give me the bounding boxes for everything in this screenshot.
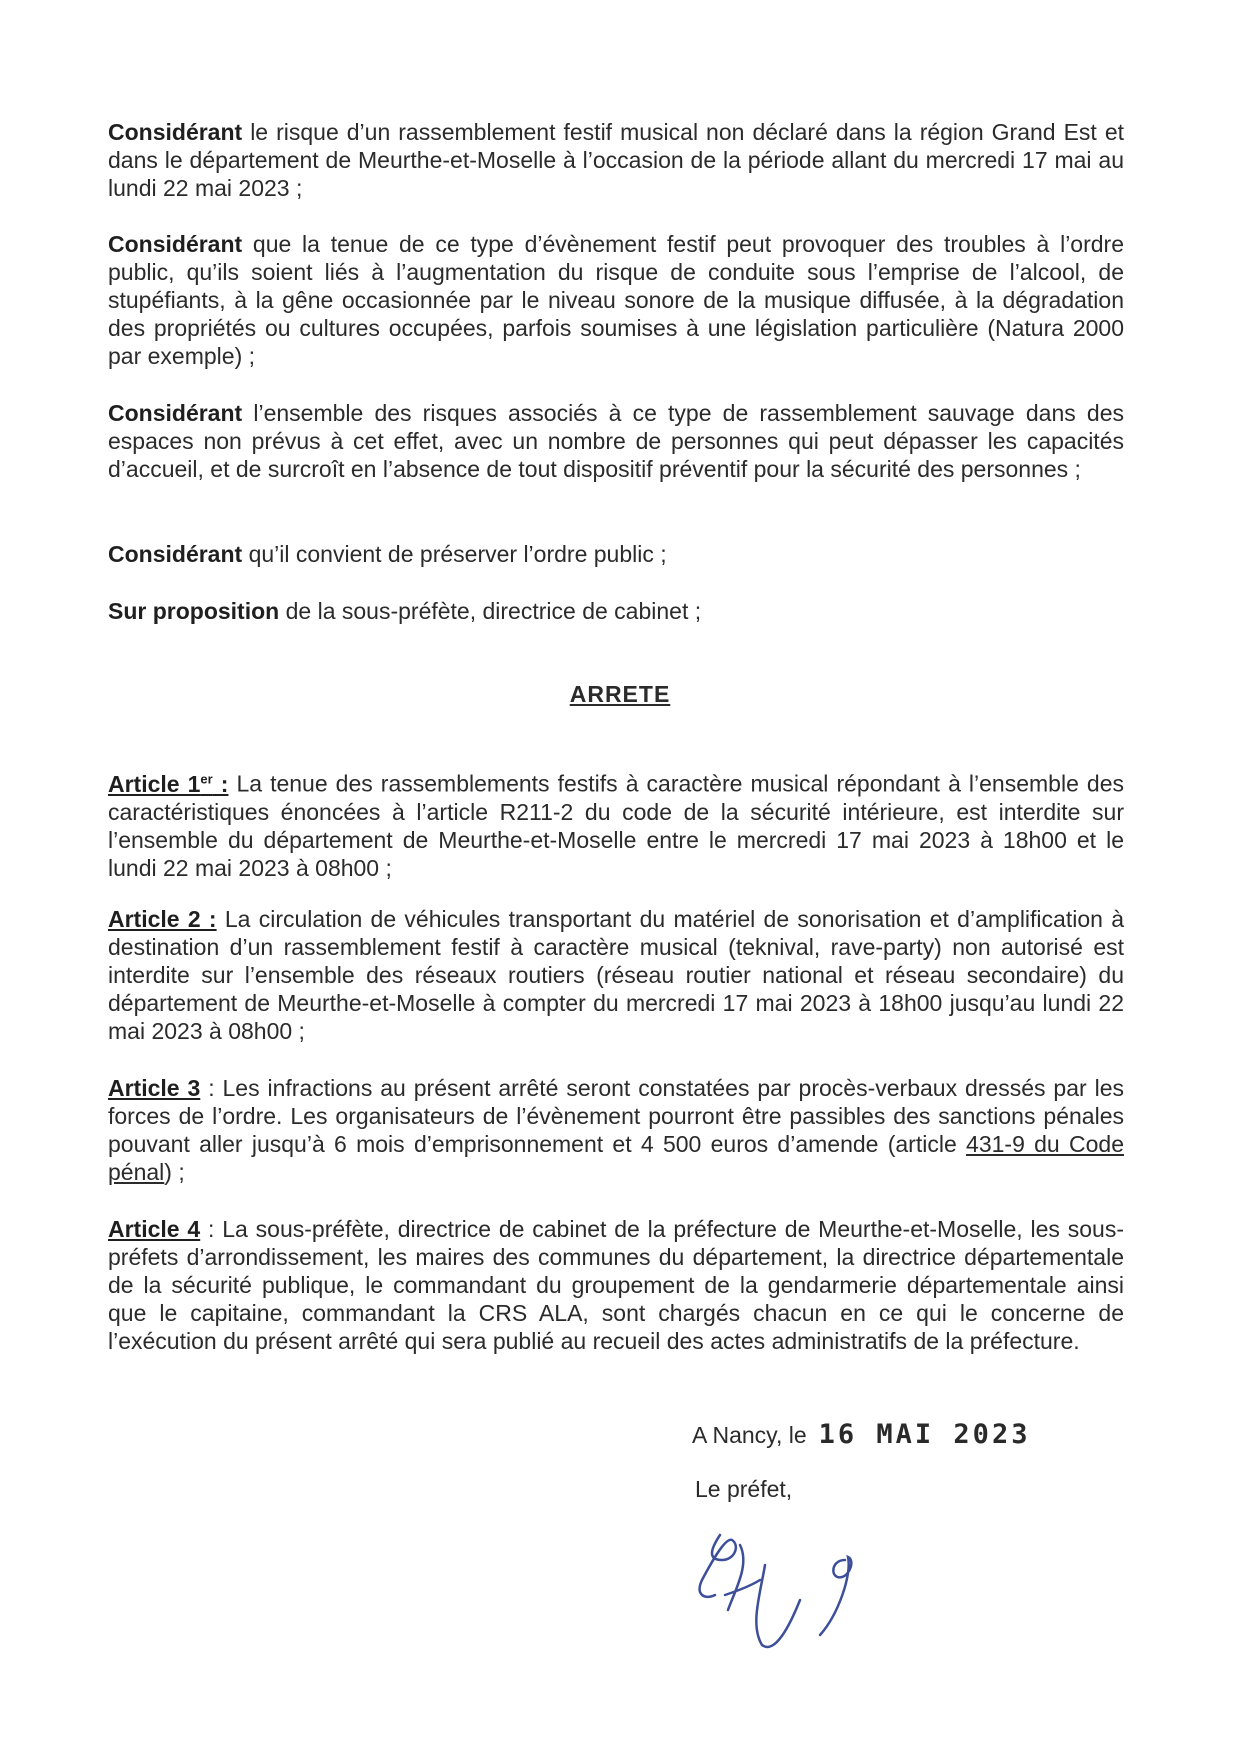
article-colon: :	[212, 770, 229, 797]
article-text: La circulation de véhicules transportant du matériel de sonorisation et d’amplification à destination d’un rassemblement festif à caractère musical (teknival, rave-party) non autorisé est interdite sur l’ensemble des réseaux routiers (réseau routier national et réseau secondaire) du département de Meurthe-et-Moselle à compter du mercredi 17 mai 2023 à 18h00 jusqu’au lundi 22 mai 2023 à 08h00 ;	[108, 906, 1124, 1044]
article-text-after: ) ;	[164, 1159, 185, 1185]
considerant-paragraph-4	[108, 540, 1124, 568]
paragraph-text: que la tenue de ce type d’évènement festif peut provoquer des troubles à l’ordre public, qu’ils soient liés à l’augmentation du risque de conduite sous l’emprise de l’alcool, de stupéfiants, à la gêne occasionnée par le niveau sonore de la musique diffusée, à la dégradation des propriétés ou cultures occupées, parfois soumises à une législation particulière (Natura 2000 par exemple) ;	[108, 231, 1124, 369]
signer-title: Le préfet,	[695, 1476, 793, 1502]
place-text: A Nancy, le	[692, 1422, 807, 1448]
paragraph-lead: Considérant	[108, 231, 243, 257]
paragraph-text: le risque d’un rassemblement festif musical non déclaré dans la région Grand Est et dans le département de Meurthe-et-Moselle à l’occasion de la période allant du mercredi 17 mai au lundi 22 mai 2023 ;	[108, 119, 1124, 201]
article-heading	[108, 771, 228, 797]
paragraph-text: qu’il convient de préserver l’ordre public ;	[242, 541, 667, 567]
article-2	[108, 905, 1124, 1045]
article-number: Article 1	[108, 770, 201, 797]
handwritten-signature-icon	[680, 1505, 910, 1655]
paragraph-lead: Considérant	[108, 541, 243, 567]
signature-place-line	[692, 1419, 1030, 1450]
paragraph-text: de la sous-préfète, directrice de cabinet ;	[279, 598, 702, 624]
article-text: La tenue des rassemblements festifs à caractère musical répondant à l’ensemble des caractéristiques énoncées à l’article R211-2 du code de la sécurité intérieure, est interdite sur l’ensemble du département de Meurthe-et-Moselle entre le mercredi 17 mai 2023 à 18h00 et le lundi 22 mai 2023 à 08h00 ;	[108, 770, 1124, 881]
article-superscript: er	[200, 771, 213, 786]
article-1	[108, 765, 1124, 882]
code-penal-link[interactable]: 431-9 du Code pénal	[108, 1131, 1124, 1185]
article-heading: Article 3	[108, 1075, 201, 1101]
date-stamp: 16 MAI 2023	[818, 1419, 1031, 1450]
considerant-paragraph-3	[108, 399, 1124, 483]
paragraph-lead: Considérant	[108, 119, 243, 145]
article-text: : La sous-préfète, directrice de cabinet de la préfecture de Meurthe-et-Moselle, les sous-préfets d’arrondissement, les maires des communes du département, la directrice départementale de la sécurité publique, le commandant du groupement de la gendarmerie départementale ainsi que le capitaine, commandant la CRS ALA, sont chargés chacun en ce qui le concerne de l’exécution du présent arrêté qui sera publié au recueil des actes administratifs de la préfecture.	[108, 1216, 1124, 1354]
paragraph-lead: Sur proposition	[108, 598, 280, 624]
article-4	[108, 1215, 1124, 1355]
considerant-paragraph-2	[108, 230, 1124, 370]
article-text: : Les infractions au présent arrêté seront constatées par procès-verbaux dressés par les forces de l’ordre. Les organisateurs de l’évènement pourront être passibles des sanctions pénales pouvant aller jusqu’à 6 mois d’emprisonnement et 4 500 euros d’amende (article	[108, 1075, 1124, 1157]
paragraph-lead: Considérant	[108, 400, 243, 426]
article-heading: Article 2 :	[108, 906, 217, 932]
considerant-paragraph-1	[108, 118, 1124, 202]
decree-title: ARRETE	[569, 681, 671, 707]
paragraph-text: l’ensemble des risques associés à ce type de rassemblement sauvage dans des espaces non prévus à cet effet, avec un nombre de personnes qui peut dépasser les capacités d’accueil, et de surcroît en l’absence de tout dispositif préventif pour la sécurité des personnes ;	[108, 400, 1124, 482]
proposition-paragraph	[108, 597, 1124, 625]
article-heading: Article 4	[108, 1216, 201, 1242]
article-3	[108, 1074, 1124, 1186]
